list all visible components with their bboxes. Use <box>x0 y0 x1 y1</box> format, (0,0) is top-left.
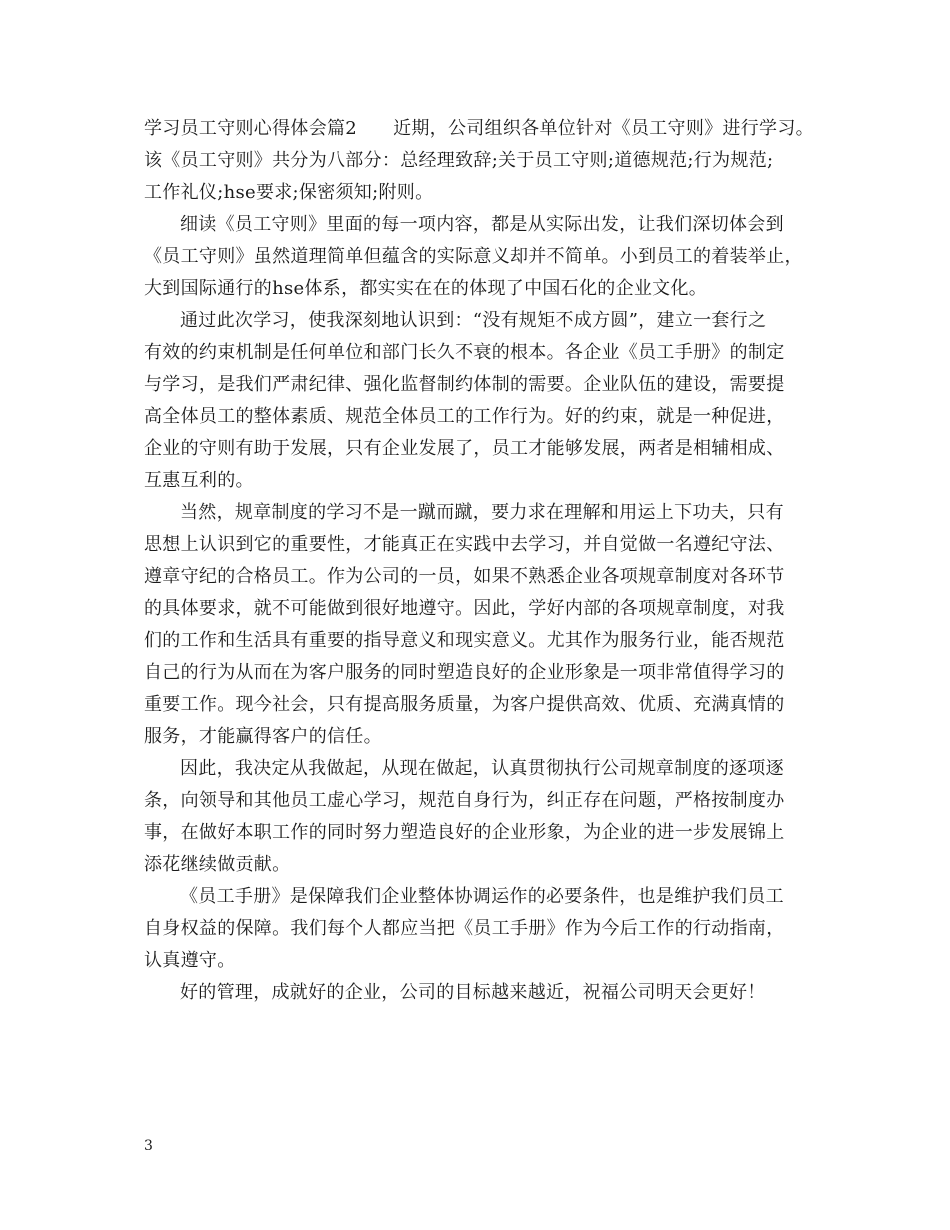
paragraph-6 <box>144 881 824 977</box>
paragraph-line: 认真遵守。 <box>144 950 236 971</box>
paragraph-line-text: 近期，公司组织各单位针对《员工守则》进行学习。 <box>393 118 814 139</box>
paragraph-line: 自己的行为从而在为客户服务的同时塑造良好的企业形象是一项非常值得学习的 <box>144 662 785 683</box>
paragraph-line: 当然，规章制度的学习不是一蹴而蹴，要力求在理解和用运上下功夫，只有 <box>180 502 784 523</box>
paragraph-line <box>144 113 824 145</box>
paragraph-3 <box>144 305 824 497</box>
paragraph-line: 《员工手册》是保障我们企业整体协调运作的必要条件，也是维护我们员工 <box>180 886 784 907</box>
paragraph-line: 条，向领导和其他员工虚心学习，规范自身行为，纠正存在问题，严格按制度办 <box>144 790 785 811</box>
paragraph-line: 服务，才能赢得客户的信任。 <box>144 726 382 747</box>
paragraph-line: 有效的约束机制是任何单位和部门长久不衰的根本。各企业《员工手册》的制定 <box>144 342 785 363</box>
paragraph-line: 大到国际通行的hse体系，都实实在在的体现了中国石化的企业文化。 <box>144 278 708 299</box>
paragraph-line: 好的管理，成就好的企业，公司的目标越来越近，祝福公司明天会更好！ <box>180 982 766 1003</box>
paragraph-line: 重要工作。现今社会，只有提高服务质量，为客户提供高效、优质、充满真情的 <box>144 694 785 715</box>
paragraph-2 <box>144 209 824 305</box>
paragraph-line: 们的工作和生活具有重要的指导意义和现实意义。尤其作为服务行业，能否规范 <box>144 630 785 651</box>
paragraph-1 <box>144 113 824 209</box>
document-title: 学习员工守则心得体会篇2 <box>144 118 358 139</box>
paragraph-line: 该《员工守则》共分为八部分：总经理致辞;关于员工守则;道德规范;行为规范; <box>144 150 774 171</box>
paragraph-line: 因此，我决定从我做起，从现在做起，认真贯彻执行公司规章制度的逐项逐 <box>180 758 784 779</box>
paragraph-line: 《员工守则》虽然道理简单但蕴含的实际意义却并不简单。小到员工的着装举止， <box>144 246 803 267</box>
paragraph-4 <box>144 497 824 753</box>
paragraph-line: 互惠互利的。 <box>144 470 254 491</box>
page-number: 3 <box>144 1138 153 1154</box>
paragraph-line: 自身权益的保障。我们每个人都应当把《员工手册》作为今后工作的行动指南， <box>144 918 785 939</box>
paragraph-5 <box>144 753 824 881</box>
paragraph-line: 添花继续做贡献。 <box>144 854 291 875</box>
document-body <box>144 113 824 1009</box>
paragraph-7 <box>144 977 824 1009</box>
paragraph-line: 细读《员工守则》里面的每一项内容，都是从实际出发，让我们深切体会到 <box>180 214 784 235</box>
paragraph-line: 通过此次学习，使我深刻地认识到：“没有规矩不成方圆”，建立一套行之 <box>180 310 767 331</box>
paragraph-line: 思想上认识到它的重要性，才能真正在实践中去学习，并自觉做一名遵纪守法、 <box>144 534 785 555</box>
paragraph-line: 与学习，是我们严肃纪律、强化监督制约体制的需要。企业队伍的建设，需要提 <box>144 374 785 395</box>
paragraph-line: 的具体要求，就不可能做到很好地遵守。因此，学好内部的各项规章制度，对我 <box>144 598 785 619</box>
paragraph-line: 工作礼仪;hse要求;保密须知;附则。 <box>144 182 434 203</box>
paragraph-line: 遵章守纪的合格员工。作为公司的一员，如果不熟悉企业各项规章制度对各环节 <box>144 566 785 587</box>
paragraph-line: 高全体员工的整体素质、规范全体员工的工作行为。好的约束，就是一种促进， <box>144 406 785 427</box>
paragraph-line: 事，在做好本职工作的同时努力塑造良好的企业形象，为企业的进一步发展锦上 <box>144 822 785 843</box>
paragraph-line: 企业的守则有助于发展，只有企业发展了，员工才能够发展，两者是相辅相成、 <box>144 438 785 459</box>
